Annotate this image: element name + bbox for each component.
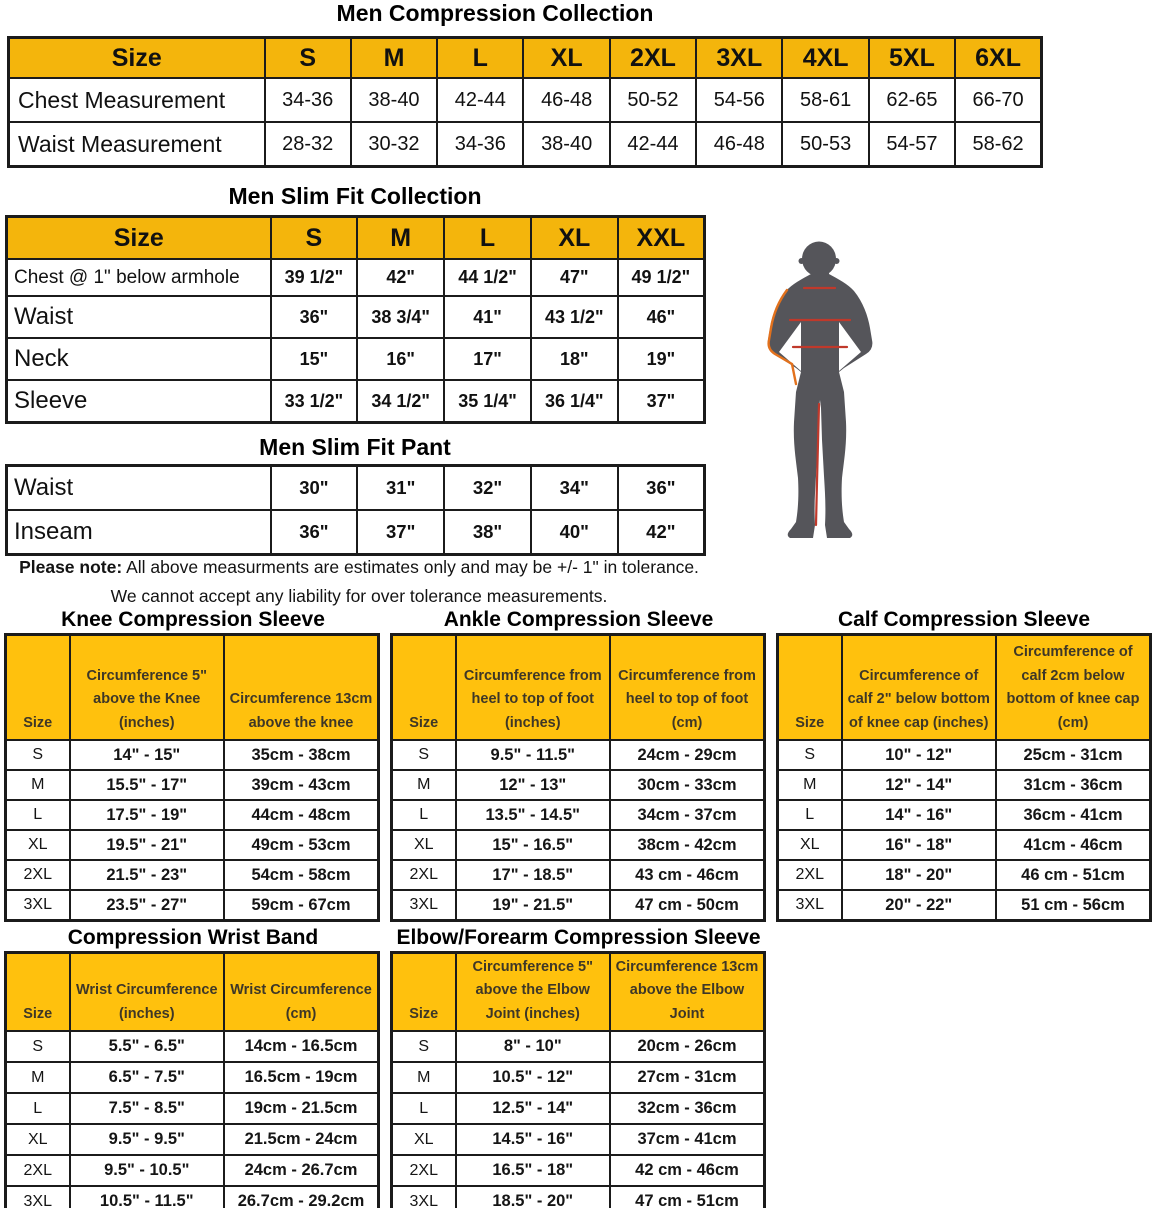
cell-value: 38" (444, 510, 531, 555)
cell-value: 25cm - 31cm (996, 740, 1151, 770)
row-label: S (392, 740, 456, 770)
cell-value: 5.5" - 6.5" (70, 1031, 225, 1062)
cell-value: 66-70 (955, 78, 1041, 122)
row-label: 2XL (392, 860, 456, 890)
column-header: M (351, 38, 437, 79)
header-row (778, 635, 1151, 741)
cell-value: 37" (357, 510, 444, 555)
table-row (9, 122, 1042, 167)
table-row (6, 1155, 379, 1186)
table-row (392, 860, 765, 890)
column-header: Size (392, 635, 456, 741)
header-row (6, 635, 379, 741)
table-row (9, 78, 1042, 122)
column-header: Circumference of calf 2cm below bottom of knee cap (cm) (996, 635, 1151, 741)
row-label: Chest Measurement (9, 78, 265, 122)
cell-value: 16.5" - 18" (456, 1155, 611, 1186)
cell-value: 34 1/2" (357, 380, 444, 423)
column-header: XXL (618, 217, 705, 260)
table-row (6, 830, 379, 860)
men-slim-fit-pant-title: Men Slim Fit Pant (259, 434, 451, 460)
cell-value: 18" (531, 338, 618, 380)
cell-value: 37cm - 41cm (610, 1124, 765, 1155)
row-label: XL (6, 830, 70, 860)
row-label: XL (6, 1124, 70, 1155)
cell-value: 35cm - 38cm (224, 740, 379, 770)
table-row (778, 830, 1151, 860)
cell-value: 18.5" - 20" (456, 1186, 611, 1208)
cell-value: 50-52 (610, 78, 696, 122)
cell-value: 17" - 18.5" (456, 860, 611, 890)
cell-value: 42 cm - 46cm (610, 1155, 765, 1186)
cell-value: 34" (531, 466, 618, 511)
calf-sleeve-table (776, 633, 1152, 922)
table-row (778, 860, 1151, 890)
row-label: 2XL (6, 1155, 70, 1186)
cell-value: 42-44 (437, 78, 523, 122)
cell-value: 15" (271, 338, 358, 380)
cell-value: 23.5" - 27" (70, 890, 225, 921)
table-row (6, 1186, 379, 1208)
column-header: 3XL (696, 38, 782, 79)
row-label: Chest @ 1" below armhole (7, 259, 271, 296)
row-label: XL (778, 830, 842, 860)
column-header: Wrist Circumference (cm) (224, 953, 379, 1032)
cell-value: 38cm - 42cm (610, 830, 765, 860)
cell-value: 32cm - 36cm (610, 1093, 765, 1124)
cell-value: 21.5cm - 24cm (224, 1124, 379, 1155)
cell-value: 28-32 (265, 122, 351, 167)
cell-value: 30-32 (351, 122, 437, 167)
cell-value: 14.5" - 16" (456, 1124, 611, 1155)
row-label: Sleeve (7, 380, 271, 423)
row-label: S (6, 1031, 70, 1062)
cell-value: 37" (618, 380, 705, 423)
column-header: L (437, 38, 523, 79)
cell-value: 31" (357, 466, 444, 511)
cell-value: 15.5" - 17" (70, 770, 225, 800)
table-row (392, 1093, 765, 1124)
row-label: Waist (7, 466, 271, 511)
cell-value: 62-65 (869, 78, 955, 122)
cell-value: 27cm - 31cm (610, 1062, 765, 1093)
row-label: Inseam (7, 510, 271, 555)
row-label: L (392, 1093, 456, 1124)
cell-value: 38-40 (523, 122, 609, 167)
cell-value: 46-48 (696, 122, 782, 167)
column-header: S (265, 38, 351, 79)
cell-value: 6.5" - 7.5" (70, 1062, 225, 1093)
table-row (7, 380, 705, 423)
cell-value: 34-36 (437, 122, 523, 167)
cell-value: 42" (357, 259, 444, 296)
table-row (778, 740, 1151, 770)
cell-value: 47" (531, 259, 618, 296)
cell-value: 30cm - 33cm (610, 770, 765, 800)
column-header: Circumference from heel to top of foot (cm) (610, 635, 765, 741)
table-row (7, 296, 705, 338)
table-row (392, 890, 765, 921)
cell-value: 58-61 (782, 78, 868, 122)
knee-sleeve-title: Knee Compression Sleeve (61, 608, 325, 631)
row-label: L (392, 800, 456, 830)
table-row (6, 740, 379, 770)
table-row (6, 860, 379, 890)
row-label: 3XL (778, 890, 842, 921)
cell-value: 43 1/2" (531, 296, 618, 338)
cell-value: 19" - 21.5" (456, 890, 611, 921)
column-header: Circumference 13cm above the Elbow Joint (610, 953, 765, 1032)
cell-value: 44cm - 48cm (224, 800, 379, 830)
knee-sleeve-table (4, 633, 380, 922)
cell-value: 38 3/4" (357, 296, 444, 338)
cell-value: 51 cm - 56cm (996, 890, 1151, 921)
column-header: Size (6, 953, 70, 1032)
table-row (392, 1186, 765, 1208)
row-label: 3XL (392, 1186, 456, 1208)
column-header: Size (7, 217, 271, 260)
column-header: M (357, 217, 444, 260)
cell-value: 31cm - 36cm (996, 770, 1151, 800)
row-label: 2XL (392, 1155, 456, 1186)
cell-value: 46-48 (523, 78, 609, 122)
table-row (392, 1031, 765, 1062)
cell-value: 12" - 14" (842, 770, 997, 800)
cell-value: 54-56 (696, 78, 782, 122)
wrist-band-title: Compression Wrist Band (67, 926, 319, 949)
row-label: M (778, 770, 842, 800)
cell-value: 16.5cm - 19cm (224, 1062, 379, 1093)
cell-value: 35 1/4" (444, 380, 531, 423)
figure-body (768, 242, 873, 539)
cell-value: 15" - 16.5" (456, 830, 611, 860)
column-header: Circumference 13cm above the knee (224, 635, 379, 741)
row-label: M (392, 1062, 456, 1093)
cell-value: 19.5" - 21" (70, 830, 225, 860)
row-label: 2XL (778, 860, 842, 890)
cell-value: 20cm - 26cm (610, 1031, 765, 1062)
table-row (778, 800, 1151, 830)
row-label: M (6, 770, 70, 800)
row-label: S (778, 740, 842, 770)
header-row (7, 217, 705, 260)
cell-value: 46 cm - 51cm (996, 860, 1151, 890)
cell-value: 30" (271, 466, 358, 511)
ankle-sleeve-title: Ankle Compression Sleeve (443, 608, 714, 631)
cell-value: 7.5" - 8.5" (70, 1093, 225, 1124)
table-row (6, 800, 379, 830)
note-line-1 (0, 553, 718, 582)
cell-value: 20" - 22" (842, 890, 997, 921)
cell-value: 42" (618, 510, 705, 555)
cell-value: 36" (271, 296, 358, 338)
column-header: Size (9, 38, 265, 79)
cell-value: 19cm - 21.5cm (224, 1093, 379, 1124)
elbow-sleeve-table (390, 951, 766, 1208)
table-row (6, 1124, 379, 1155)
cell-value: 10.5" - 12" (456, 1062, 611, 1093)
table-row (392, 1155, 765, 1186)
tolerance-note (0, 553, 718, 611)
cell-value: 47 cm - 50cm (610, 890, 765, 921)
table-row (6, 1031, 379, 1062)
cell-value: 24cm - 26.7cm (224, 1155, 379, 1186)
cell-value: 46" (618, 296, 705, 338)
table-row (778, 770, 1151, 800)
cell-value: 9.5" - 9.5" (70, 1124, 225, 1155)
cell-value: 49cm - 53cm (224, 830, 379, 860)
cell-value: 32" (444, 466, 531, 511)
cell-value: 36 1/4" (531, 380, 618, 423)
column-header: Size (392, 953, 456, 1032)
header-row (6, 953, 379, 1032)
row-label: Waist Measurement (9, 122, 265, 167)
column-header: XL (523, 38, 609, 79)
note-line-2: We cannot accept any liability for over tolerance measurements. (110, 585, 608, 606)
cell-value: 12" - 13" (456, 770, 611, 800)
row-label: 3XL (6, 890, 70, 921)
cell-value: 36" (271, 510, 358, 555)
row-label: L (778, 800, 842, 830)
cell-value: 10" - 12" (842, 740, 997, 770)
column-header: Size (778, 635, 842, 741)
row-label: M (392, 770, 456, 800)
cell-value: 9.5" - 10.5" (70, 1155, 225, 1186)
row-label: S (392, 1031, 456, 1062)
cell-value: 33 1/2" (271, 380, 358, 423)
table-row (392, 770, 765, 800)
column-header: Size (6, 635, 70, 741)
cell-value: 12.5" - 14" (456, 1093, 611, 1124)
cell-value: 58-62 (955, 122, 1041, 167)
column-header: 2XL (610, 38, 696, 79)
cell-value: 9.5" - 11.5" (456, 740, 611, 770)
note-prefix: Please note: (19, 557, 123, 577)
men-slim-fit-table (5, 215, 706, 424)
column-header: 4XL (782, 38, 868, 79)
cell-value: 43 cm - 46cm (610, 860, 765, 890)
cell-value: 18" - 20" (842, 860, 997, 890)
cell-value: 49 1/2" (618, 259, 705, 296)
note-text-1: All above measurments are estimates only and may be +/- 1" in tolerance. (126, 557, 699, 577)
row-label: L (6, 800, 70, 830)
cell-value: 41" (444, 296, 531, 338)
men-compression-title: Men Compression Collection (336, 0, 654, 26)
table-row (392, 1124, 765, 1155)
table-row (392, 1062, 765, 1093)
row-label: L (6, 1093, 70, 1124)
cell-value: 14cm - 16.5cm (224, 1031, 379, 1062)
wrist-band-table (4, 951, 380, 1208)
column-header: L (444, 217, 531, 260)
table-row (7, 466, 705, 511)
row-label: 3XL (392, 890, 456, 921)
header-row (9, 38, 1042, 79)
male-silhouette-figure (740, 232, 900, 547)
column-header: XL (531, 217, 618, 260)
calf-sleeve-title: Calf Compression Sleeve (837, 608, 1091, 631)
table-row (6, 890, 379, 921)
row-label: XL (392, 1124, 456, 1155)
cell-value: 38-40 (351, 78, 437, 122)
row-label: 2XL (6, 860, 70, 890)
men-compression-table (7, 36, 1043, 168)
cell-value: 54cm - 58cm (224, 860, 379, 890)
column-header: Circumference from heel to top of foot (inches) (456, 635, 611, 741)
cell-value: 50-53 (782, 122, 868, 167)
row-label: Waist (7, 296, 271, 338)
cell-value: 24cm - 29cm (610, 740, 765, 770)
cell-value: 54-57 (869, 122, 955, 167)
elbow-sleeve-title: Elbow/Forearm Compression Sleeve (396, 926, 761, 949)
table-row (778, 890, 1151, 921)
table-row (7, 259, 705, 296)
column-header: 6XL (955, 38, 1041, 79)
cell-value: 14" - 16" (842, 800, 997, 830)
cell-value: 39 1/2" (271, 259, 358, 296)
row-label: 3XL (6, 1186, 70, 1208)
row-label: XL (392, 830, 456, 860)
cell-value: 8" - 10" (456, 1031, 611, 1062)
cell-value: 13.5" - 14.5" (456, 800, 611, 830)
cell-value: 44 1/2" (444, 259, 531, 296)
header-row (392, 635, 765, 741)
men-slim-fit-title: Men Slim Fit Collection (228, 183, 482, 209)
cell-value: 21.5" - 23" (70, 860, 225, 890)
cell-value: 17.5" - 19" (70, 800, 225, 830)
column-header: S (271, 217, 358, 260)
column-header: Circumference of calf 2" below bottom of knee cap (inches) (842, 635, 997, 741)
cell-value: 40" (531, 510, 618, 555)
cell-value: 19" (618, 338, 705, 380)
cell-value: 36cm - 41cm (996, 800, 1151, 830)
cell-value: 34-36 (265, 78, 351, 122)
table-row (392, 800, 765, 830)
men-slim-fit-pant-table (5, 464, 706, 556)
ankle-sleeve-table (390, 633, 766, 922)
cell-value: 59cm - 67cm (224, 890, 379, 921)
table-row (7, 338, 705, 380)
cell-value: 39cm - 43cm (224, 770, 379, 800)
cell-value: 42-44 (610, 122, 696, 167)
cell-value: 16" - 18" (842, 830, 997, 860)
table-row (7, 510, 705, 555)
cell-value: 34cm - 37cm (610, 800, 765, 830)
table-row (6, 1062, 379, 1093)
header-row (392, 953, 765, 1032)
row-label: M (6, 1062, 70, 1093)
cell-value: 10.5" - 11.5" (70, 1186, 225, 1208)
cell-value: 14" - 15" (70, 740, 225, 770)
cell-value: 26.7cm - 29.2cm (224, 1186, 379, 1208)
row-label: Neck (7, 338, 271, 380)
cell-value: 47 cm - 51cm (610, 1186, 765, 1208)
row-label: S (6, 740, 70, 770)
cell-value: 41cm - 46cm (996, 830, 1151, 860)
table-row (392, 740, 765, 770)
column-header: Circumference 5" above the Knee (inches) (70, 635, 225, 741)
cell-value: 16" (357, 338, 444, 380)
column-header: Wrist Circumference (inches) (70, 953, 225, 1032)
cell-value: 17" (444, 338, 531, 380)
table-row (392, 830, 765, 860)
table-row (6, 1093, 379, 1124)
table-row (6, 770, 379, 800)
column-header: Circumference 5" above the Elbow Joint (inches) (456, 953, 611, 1032)
cell-value: 36" (618, 466, 705, 511)
column-header: 5XL (869, 38, 955, 79)
